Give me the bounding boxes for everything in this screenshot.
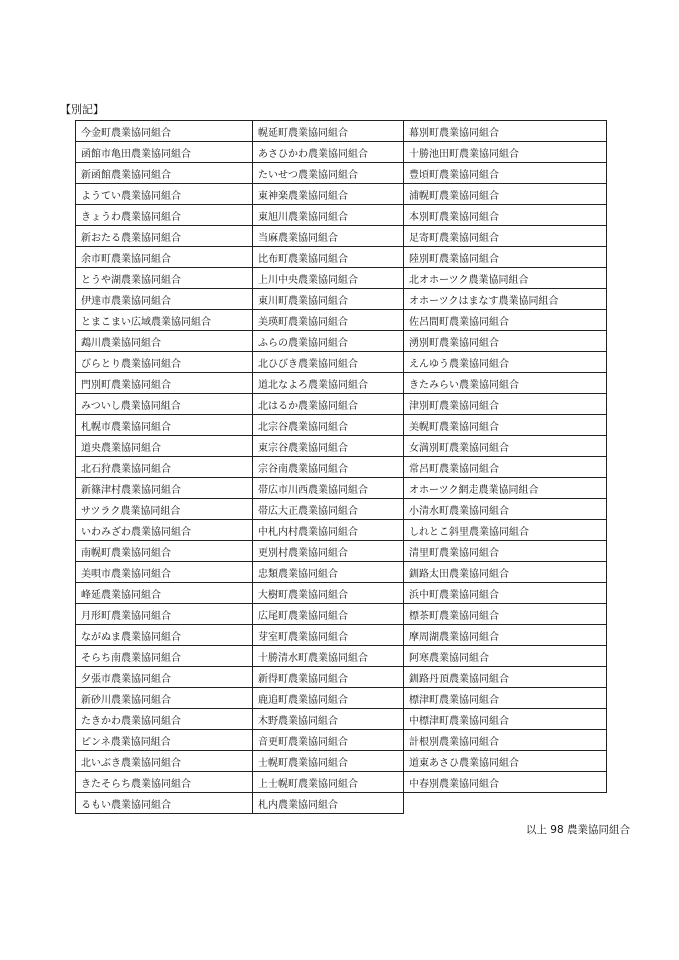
table-cell: 広尾町農業協同組合	[253, 604, 404, 625]
table-row	[76, 268, 607, 289]
table-cell: ながぬま農業協同組合	[76, 625, 253, 646]
table-cell: 東神楽農業協同組合	[253, 184, 404, 205]
table-cell: 美瑛町農業協同組合	[253, 310, 404, 331]
table-cell: 北オホーツク農業協同組合	[404, 268, 607, 289]
table-cell: 当麻農業協同組合	[253, 226, 404, 247]
table-cell: オホーツク網走農業協同組合	[404, 478, 607, 499]
table-cell: 津別町農業協同組合	[404, 394, 607, 415]
table-cell: オホーツクはまなす農業協同組合	[404, 289, 607, 310]
table-cell: 美唄市農業協同組合	[76, 562, 253, 583]
table-row	[76, 331, 607, 352]
table-cell: 門別町農業協同組合	[76, 373, 253, 394]
table-row	[76, 142, 607, 163]
table-cell: 比布町農業協同組合	[253, 247, 404, 268]
table-cell: 計根別農業協同組合	[404, 730, 607, 751]
table-cell: 新得町農業協同組合	[253, 667, 404, 688]
table-cell: えんゆう農業協同組合	[404, 352, 607, 373]
total-count: 以上 98 農業協同組合	[525, 824, 630, 836]
table-cell: 新篠津村農業協同組合	[76, 478, 253, 499]
table-cell: 余市町農業協同組合	[76, 247, 253, 268]
table-row	[76, 688, 607, 709]
table-cell: 清里町農業協同組合	[404, 541, 607, 562]
table-cell: 伊達市農業協同組合	[76, 289, 253, 310]
table-cell: 上士幌町農業協同組合	[253, 772, 404, 793]
table-row	[76, 121, 607, 142]
table-cell: 帯広大正農業協同組合	[253, 499, 404, 520]
table-cell: 新おたる農業協同組合	[76, 226, 253, 247]
table-cell: 南幌町農業協同組合	[76, 541, 253, 562]
table-cell: びらとり農業協同組合	[76, 352, 253, 373]
table-cell: 月形町農業協同組合	[76, 604, 253, 625]
table-cell: きたそらち農業協同組合	[76, 772, 253, 793]
table-cell: 足寄町農業協同組合	[404, 226, 607, 247]
table-cell: 釧路丹頂農業協同組合	[404, 667, 607, 688]
table-row	[76, 289, 607, 310]
table-cell: 芽室町農業協同組合	[253, 625, 404, 646]
table-cell: 帯広市川西農業協同組合	[253, 478, 404, 499]
table-cell: 十勝池田町農業協同組合	[404, 142, 607, 163]
table-row	[76, 730, 607, 751]
table-row	[76, 562, 607, 583]
table-row	[76, 373, 607, 394]
table-cell: きたみらい農業協同組合	[404, 373, 607, 394]
table-cell: 札幌市農業協同組合	[76, 415, 253, 436]
table-row	[76, 499, 607, 520]
table-cell: 摩周湖農業協同組合	[404, 625, 607, 646]
table-row	[76, 247, 607, 268]
table-row	[76, 226, 607, 247]
table-row	[76, 709, 607, 730]
cooperative-table-body	[76, 121, 607, 814]
table-cell	[404, 793, 607, 814]
table-row	[76, 457, 607, 478]
table-row	[76, 625, 607, 646]
table-cell: 大樹町農業協同組合	[253, 583, 404, 604]
table-cell: そらち南農業協同組合	[76, 646, 253, 667]
table-cell: いわみざわ農業協同組合	[76, 520, 253, 541]
table-cell: 宗谷南農業協同組合	[253, 457, 404, 478]
table-cell: 本別町農業協同組合	[404, 205, 607, 226]
table-cell: 東宗谷農業協同組合	[253, 436, 404, 457]
table-cell: 常呂町農業協同組合	[404, 457, 607, 478]
table-row	[76, 352, 607, 373]
table-cell: たいせつ農業協同組合	[253, 163, 404, 184]
table-cell: きょうわ農業協同組合	[76, 205, 253, 226]
table-cell: 中札内村農業協同組合	[253, 520, 404, 541]
table-cell: 中標津町農業協同組合	[404, 709, 607, 730]
table-cell: サツラク農業協同組合	[76, 499, 253, 520]
table-cell: 音更町農業協同組合	[253, 730, 404, 751]
table-cell: 小清水町農業協同組合	[404, 499, 607, 520]
table-cell: 鵡川農業協同組合	[76, 331, 253, 352]
table-cell: 女満別町農業協同組合	[404, 436, 607, 457]
table-row	[76, 394, 607, 415]
table-cell: 標茶町農業協同組合	[404, 604, 607, 625]
table-cell: たきかわ農業協同組合	[76, 709, 253, 730]
table-cell: 佐呂間町農業協同組合	[404, 310, 607, 331]
table-row	[76, 436, 607, 457]
table-cell: るもい農業協同組合	[76, 793, 253, 814]
table-row	[76, 541, 607, 562]
table-cell: 陸別町農業協同組合	[404, 247, 607, 268]
table-cell: 木野農業協同組合	[253, 709, 404, 730]
table-cell: 十勝清水町農業協同組合	[253, 646, 404, 667]
cooperative-table	[75, 120, 607, 814]
table-cell: 幕別町農業協同組合	[404, 121, 607, 142]
table-row	[76, 163, 607, 184]
table-cell: 更別村農業協同組合	[253, 541, 404, 562]
table-cell: 東川町農業協同組合	[253, 289, 404, 310]
table-row	[76, 184, 607, 205]
table-cell: 豊頃町農業協同組合	[404, 163, 607, 184]
table-row	[76, 583, 607, 604]
table-row	[76, 415, 607, 436]
table-row	[76, 793, 607, 814]
table-row	[76, 205, 607, 226]
table-cell: とまこまい広域農業協同組合	[76, 310, 253, 331]
table-cell: 北ひびき農業協同組合	[253, 352, 404, 373]
table-cell: 鹿追町農業協同組合	[253, 688, 404, 709]
table-cell: 阿寒農業協同組合	[404, 646, 607, 667]
table-cell: 北石狩農業協同組合	[76, 457, 253, 478]
table-row	[76, 751, 607, 772]
table-row	[76, 310, 607, 331]
table-cell: みついし農業協同組合	[76, 394, 253, 415]
table-row	[76, 667, 607, 688]
table-row	[76, 604, 607, 625]
table-cell: 美幌町農業協同組合	[404, 415, 607, 436]
table-cell: 中春別農業協同組合	[404, 772, 607, 793]
table-cell: 夕張市農業協同組合	[76, 667, 253, 688]
table-cell: しれとこ斜里農業協同組合	[404, 520, 607, 541]
table-row	[76, 772, 607, 793]
table-cell: 浦幌町農業協同組合	[404, 184, 607, 205]
table-cell: とうや湖農業協同組合	[76, 268, 253, 289]
table-cell: 新砂川農業協同組合	[76, 688, 253, 709]
table-cell: 釧路太田農業協同組合	[404, 562, 607, 583]
table-cell: 札内農業協同組合	[253, 793, 404, 814]
table-cell: 浜中町農業協同組合	[404, 583, 607, 604]
table-cell: ふらの農業協同組合	[253, 331, 404, 352]
table-cell: 幌延町農業協同組合	[253, 121, 404, 142]
table-cell: 道北なよろ農業協同組合	[253, 373, 404, 394]
table-cell: 忠類農業協同組合	[253, 562, 404, 583]
table-row	[76, 646, 607, 667]
table-cell: 北宗谷農業協同組合	[253, 415, 404, 436]
table-cell: 道東あさひ農業協同組合	[404, 751, 607, 772]
table-row	[76, 478, 607, 499]
table-cell: 新函館農業協同組合	[76, 163, 253, 184]
table-cell: 上川中央農業協同組合	[253, 268, 404, 289]
appendix-heading: 【別記】	[60, 103, 104, 116]
table-cell: 北はるか農業協同組合	[253, 394, 404, 415]
table-cell: ピンネ農業協同組合	[76, 730, 253, 751]
table-cell: 今金町農業協同組合	[76, 121, 253, 142]
table-cell: 函館市亀田農業協同組合	[76, 142, 253, 163]
table-cell: あさひかわ農業協同組合	[253, 142, 404, 163]
table-cell: ようてい農業協同組合	[76, 184, 253, 205]
table-cell: 道央農業協同組合	[76, 436, 253, 457]
table-row	[76, 520, 607, 541]
table-cell: 湧別町農業協同組合	[404, 331, 607, 352]
table-cell: 東旭川農業協同組合	[253, 205, 404, 226]
table-cell: 北いぶき農業協同組合	[76, 751, 253, 772]
table-cell: 峰延農業協同組合	[76, 583, 253, 604]
table-cell: 士幌町農業協同組合	[253, 751, 404, 772]
table-cell: 標津町農業協同組合	[404, 688, 607, 709]
